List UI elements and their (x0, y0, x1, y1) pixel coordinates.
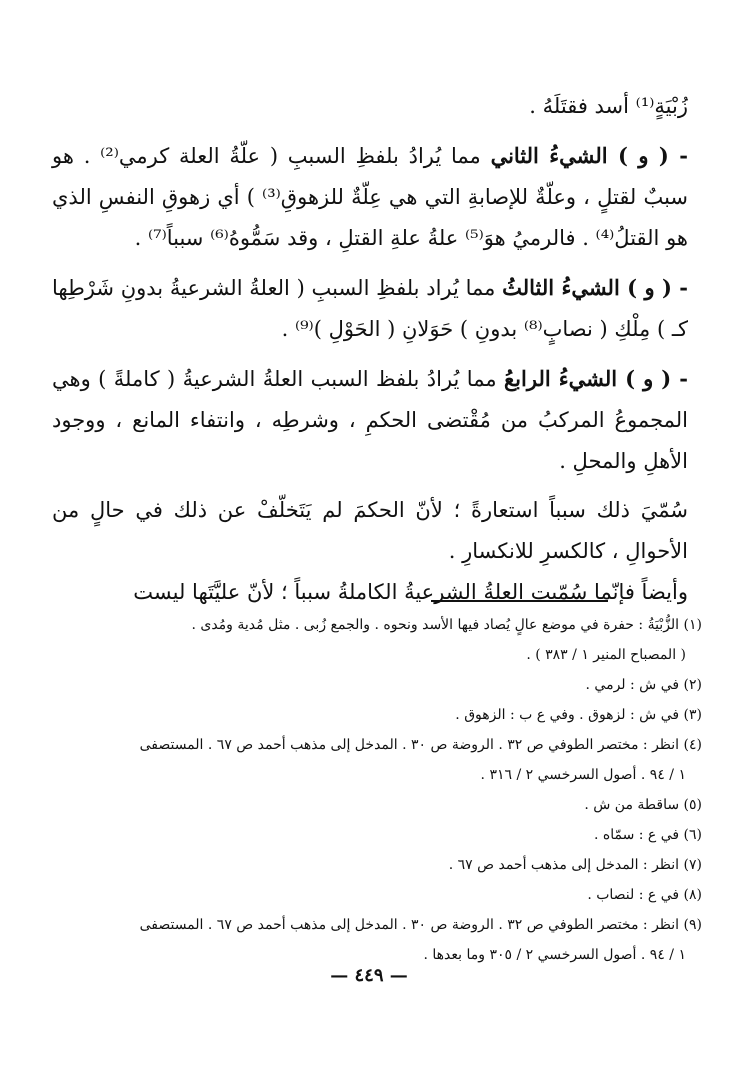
footnote-item (50, 880, 702, 910)
paragraph-second-thing (52, 135, 688, 259)
footnote-item (50, 760, 702, 790)
footnote-item (50, 640, 702, 670)
paragraph-prefix: - ( و ) (617, 366, 688, 391)
paragraph-keyword: الشيءُ الثالثُ (502, 275, 620, 300)
footnote-number: (٦) (683, 827, 702, 843)
footnote-text: ١ / ٩٤ . أصول السرخسي ٢ / ٣١٦ . (480, 767, 686, 783)
footnote-item (50, 850, 702, 880)
footnote-text: في ع : لنصاب . (587, 887, 680, 903)
footnote-item (50, 910, 702, 940)
footnote-divider (431, 600, 608, 602)
footnote-number: (٨) (683, 887, 702, 903)
paragraph-text: مما يُرادُ بلفظِ السببِ ( علّةُ العلة كرمي⁽²⁾ . هو سببٌ لقتلٍ ، وعلّةٌ للإصابةِ التي هي عِلّةٌ للزهوقِ⁽³⁾ ) أي زهوقِ النفسِ الذي هو القتلُ⁽⁴⁾ . فالرميُ هوَ⁽⁵⁾ علةُ علةِ القتلِ ، وقد سَمُّوهُ⁽⁶⁾ سبباً⁽⁷⁾ . (52, 144, 689, 250)
footnote-text: ١ / ٩٤ . أصول السرخسي ٢ / ٣٠٥ وما بعدها . (423, 947, 686, 963)
paragraph-text: مما يُرادُ بلفظ السبب العلةُ الشرعيةُ ( كاملةً ) وهي المجموعُ المركبُ من مُقْتضى الحكمِ ، وشرطِه ، وانتفاء المانع ، ووجود الأهلِ والمحلِ . (52, 367, 688, 473)
paragraph-prefix: - ( و ) (619, 275, 688, 300)
footnote-item (50, 700, 702, 730)
footnote-item (50, 730, 702, 760)
footnote-text: الزُّبْيَةُ : حفرة في موضع عالٍ يُصاد فيها الأسد ونحوه . والجمع زُبى . مثل مُدية ومُدى . (191, 617, 680, 633)
paragraph-also (52, 572, 688, 613)
footnote-item (50, 790, 702, 820)
paragraph-keyword: الشيءُ الثاني (490, 143, 608, 168)
paragraph-text: سُمّيَ ذلك سبباً استعارةً ؛ لأنّ الحكمَ لم يَتَخلّفْ عن ذلك في حالٍ من الأحوالِ ، كالكسرِ للانكسارِ . (52, 498, 688, 563)
paragraph-third-thing (52, 267, 688, 350)
paragraph-naming (52, 490, 688, 572)
footnote-number: (٧) (683, 857, 702, 873)
paragraph-continuation (52, 86, 688, 127)
footnote-number: (٣) (683, 707, 702, 723)
footnote-text: انظر : المدخل إلى مذهب أحمد ص ٦٧ . (448, 857, 680, 873)
footnote-text: في ش : لزهوق . وفي ع ب : الزهوق . (455, 707, 680, 723)
footnote-text: انظر : مختصر الطوفي ص ٣٢ . الروضة ص ٣٠ . المدخل إلى مذهب أحمد ص ٦٧ . المستصفى (139, 917, 680, 933)
footnote-text: في ع : سمّاه . (593, 827, 680, 843)
footnote-text: في ش : لرمي . (585, 677, 680, 693)
paragraph-text: وأيضاً فإنّما سُمّيت العلةُ الشرعيةُ الكاملةُ سبباً ؛ لأنّ عليَّتَها ليست (133, 580, 688, 604)
footnote-number: (١) (683, 617, 702, 633)
paragraph-keyword: الشيءُ الرابعُ (504, 366, 618, 391)
footnote-text: انظر : مختصر الطوفي ص ٣٢ . الروضة ص ٣٠ . المدخل إلى مذهب أحمد ص ٦٧ . المستصفى (139, 737, 680, 753)
main-text (52, 86, 688, 613)
paragraph-text: زُبْيَةٍ⁽¹⁾ أسد فقتَلَهُ . (529, 94, 688, 118)
footnote-number: (٤) (683, 737, 702, 753)
footnote-text: ( المصباح المنير ١ / ٣٨٣ ) . (526, 647, 686, 663)
footnote-number: (٩) (683, 917, 702, 933)
page-number: — ٤٤٩ — (330, 965, 408, 986)
footnote-item (50, 820, 702, 850)
footnote-text: ساقطة من ش . (584, 797, 680, 813)
paragraph-text: مما يُراد بلفظِ السببِ ( العلةُ الشرعيةُ بدونِ شَرْطِها كـ ) مِلْكِ ( نصابٍ⁽⁸⁾ بدونِ ) حَوَلانِ ( الحَوْلِ )⁽⁹⁾ . (52, 276, 688, 341)
paragraph-fourth-thing (52, 358, 688, 482)
paragraph-prefix: - ( و ) (607, 143, 688, 168)
footnotes (50, 610, 702, 970)
footnote-number: (٢) (683, 677, 702, 693)
footnote-item (50, 610, 702, 640)
footnote-number: (٥) (683, 797, 702, 813)
footnote-item (50, 670, 702, 700)
